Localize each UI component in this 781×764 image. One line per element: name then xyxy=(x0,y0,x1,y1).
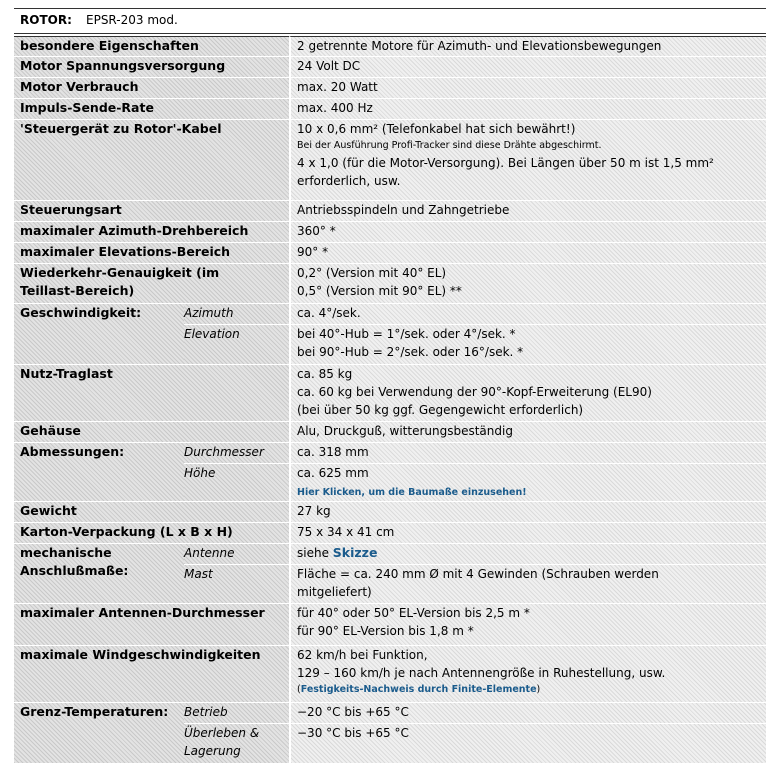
durchmesser-line-1: für 40° oder 50° EL-Version bis 2,5 m * xyxy=(297,606,530,620)
spec-value xyxy=(289,464,766,502)
spec-value: Alu, Druckguß, witterungsbeständig xyxy=(289,422,766,443)
row-azimuth xyxy=(14,222,766,243)
row-wind xyxy=(14,646,766,703)
spec-key: maximaler Antennen-Durchmesser xyxy=(14,604,289,646)
geschw-line-1: bei 40°-Hub = 1°/sek. oder 4°/sek. * xyxy=(297,327,516,341)
wind-paren-open: ( xyxy=(297,684,301,695)
spec-subkey: Antenne xyxy=(184,544,289,565)
baumasse-link[interactable]: Hier Klicken, um die Baumaße einzusehen! xyxy=(297,487,527,498)
spec-subkey: Mast xyxy=(184,565,289,604)
spec-key xyxy=(14,264,289,304)
spec-value xyxy=(289,604,766,646)
row-impuls xyxy=(14,99,766,120)
lagerung-key-2: Lagerung xyxy=(184,744,241,758)
row-eigenschaften xyxy=(14,36,766,57)
spec-key: Nutz-Traglast xyxy=(14,365,289,422)
row-durchmesser xyxy=(14,604,766,646)
genauigkeit-key-1: Wiederkehr-Genauigkeit (im xyxy=(20,265,220,280)
genauigkeit-key-2: Teillast-Bereich) xyxy=(20,283,135,298)
row-steuerungsart xyxy=(14,201,766,222)
anschluss-key-2: Anschlußmaße: xyxy=(20,563,129,578)
traglast-line-1: ca. 85 kg xyxy=(297,367,353,381)
spec-value: 75 x 34 x 41 cm xyxy=(289,523,766,544)
kabel-line-2: 4 x 1,0 (für die Motor-Versorgung). Bei Längen über 50 m ist 1,5 mm² xyxy=(297,156,714,170)
spec-value xyxy=(289,565,766,604)
kabel-line-3: erforderlich, usw. xyxy=(297,174,401,188)
row-anschluss-antenne xyxy=(14,544,766,565)
spec-value xyxy=(289,264,766,304)
spec-subkey: Durchmesser xyxy=(184,443,289,464)
traglast-line-3: (bei über 50 kg ggf. Gegengewicht erforderlich) xyxy=(297,403,584,417)
mast-line-1: Fläche = ca. 240 mm Ø mit 4 Gewinden (Schrauben werden xyxy=(297,567,659,581)
row-genauigkeit xyxy=(14,264,766,304)
hoehe-value: ca. 625 mm xyxy=(297,466,369,480)
row-kabel xyxy=(14,120,766,201)
spec-value: 90° * xyxy=(289,243,766,264)
mast-line-2: mitgeliefert) xyxy=(297,585,372,599)
row-elevation xyxy=(14,243,766,264)
spec-key xyxy=(14,544,184,604)
row-traglast xyxy=(14,365,766,422)
durchmesser-line-2: für 90° EL-Version bis 1,8 m * xyxy=(297,624,474,638)
geschw-line-2: bei 90°-Hub = 2°/sek. oder 16°/sek. * xyxy=(297,345,524,359)
kabel-note: Bei der Ausführung Profi-Tracker sind diese Drähte abgeschirmt. xyxy=(297,140,602,151)
spec-value: 24 Volt DC xyxy=(289,57,766,78)
spec-table xyxy=(14,36,766,764)
row-verbrauch xyxy=(14,78,766,99)
spec-value: ca. 4°/sek. xyxy=(289,304,766,325)
anschluss-key-1: mechanische xyxy=(20,545,112,560)
spec-key: Gewicht xyxy=(14,502,289,523)
spec-key: maximaler Elevations-Bereich xyxy=(14,243,289,264)
spec-value xyxy=(289,365,766,422)
spec-value xyxy=(289,120,766,201)
spec-key: maximale Windgeschwindigkeiten xyxy=(14,646,289,703)
spec-key: Impuls-Sende-Rate xyxy=(14,99,289,120)
rotor-label: ROTOR: xyxy=(20,13,72,27)
skizze-prefix: siehe xyxy=(297,546,329,560)
spec-key: Karton-Verpackung (L x B x H) xyxy=(14,523,289,544)
spec-subkey xyxy=(184,724,289,764)
spec-value: −20 °C bis +65 °C xyxy=(289,703,766,724)
wind-paren-close: ) xyxy=(536,684,541,695)
row-karton xyxy=(14,523,766,544)
row-geschwindigkeit-azimuth xyxy=(14,304,766,325)
spec-key: maximaler Azimuth-Drehbereich xyxy=(14,222,289,243)
wind-line-1: 62 km/h bei Funktion, xyxy=(297,648,428,662)
genauigkeit-line-2: 0,5° (Version mit 90° EL) ** xyxy=(297,284,462,298)
spec-key: Motor Verbrauch xyxy=(14,78,289,99)
spec-key: Geschwindigkeit: xyxy=(14,304,184,365)
spec-key: Grenz-Temperaturen: xyxy=(14,703,184,764)
spec-key: Motor Spannungsversorgung xyxy=(14,57,289,78)
spec-key: Abmessungen: xyxy=(14,443,184,502)
row-abmessungen-durchmesser xyxy=(14,443,766,464)
spec-subkey: Azimuth xyxy=(184,304,289,325)
spec-value: ca. 318 mm xyxy=(289,443,766,464)
spec-value: Antriebsspindeln und Zahngetriebe xyxy=(289,201,766,222)
skizze-link[interactable]: Skizze xyxy=(332,545,378,560)
genauigkeit-line-1: 0,2° (Version mit 40° EL) xyxy=(297,266,447,280)
row-temperatur-betrieb xyxy=(14,703,766,724)
spec-value xyxy=(289,325,766,365)
spec-value: −30 °C bis +65 °C xyxy=(289,724,766,764)
spec-key: besondere Eigenschaften xyxy=(14,36,289,57)
spec-key: 'Steuergerät zu Rotor'-Kabel xyxy=(14,120,289,201)
row-gehaeuse xyxy=(14,422,766,443)
row-spannung xyxy=(14,57,766,78)
kabel-line-1: 10 x 0,6 mm² (Telefonkabel hat sich bewährt!) xyxy=(297,122,576,136)
spec-value: 27 kg xyxy=(289,502,766,523)
spec-subkey: Betrieb xyxy=(184,703,289,724)
finite-elemente-link[interactable]: Festigkeits-Nachweis durch Finite-Elemente xyxy=(300,684,537,695)
spec-value: 360° * xyxy=(289,222,766,243)
spec-subkey: Höhe xyxy=(184,464,289,502)
wind-line-2: 129 – 160 km/h je nach Antennengröße in Ruhestellung, usw. xyxy=(297,666,666,680)
rotor-model: EPSR-203 mod. xyxy=(86,13,178,27)
spec-value: max. 400 Hz xyxy=(289,99,766,120)
spec-subkey: Elevation xyxy=(184,325,289,365)
spec-value: 2 getrennte Motore für Azimuth- und Elevationsbewegungen xyxy=(289,36,766,57)
lagerung-key-1: Überleben & xyxy=(184,726,260,740)
spec-value: max. 20 Watt xyxy=(289,78,766,99)
traglast-line-2: ca. 60 kg bei Verwendung der 90°-Kopf-Erweiterung (EL90) xyxy=(297,385,652,399)
rotor-header xyxy=(14,8,766,34)
spec-key: Steuerungsart xyxy=(14,201,289,222)
wind-link-line xyxy=(297,682,766,698)
spec-key: Gehäuse xyxy=(14,422,289,443)
spec-value xyxy=(289,544,766,565)
row-gewicht xyxy=(14,502,766,523)
spec-value xyxy=(289,646,766,703)
